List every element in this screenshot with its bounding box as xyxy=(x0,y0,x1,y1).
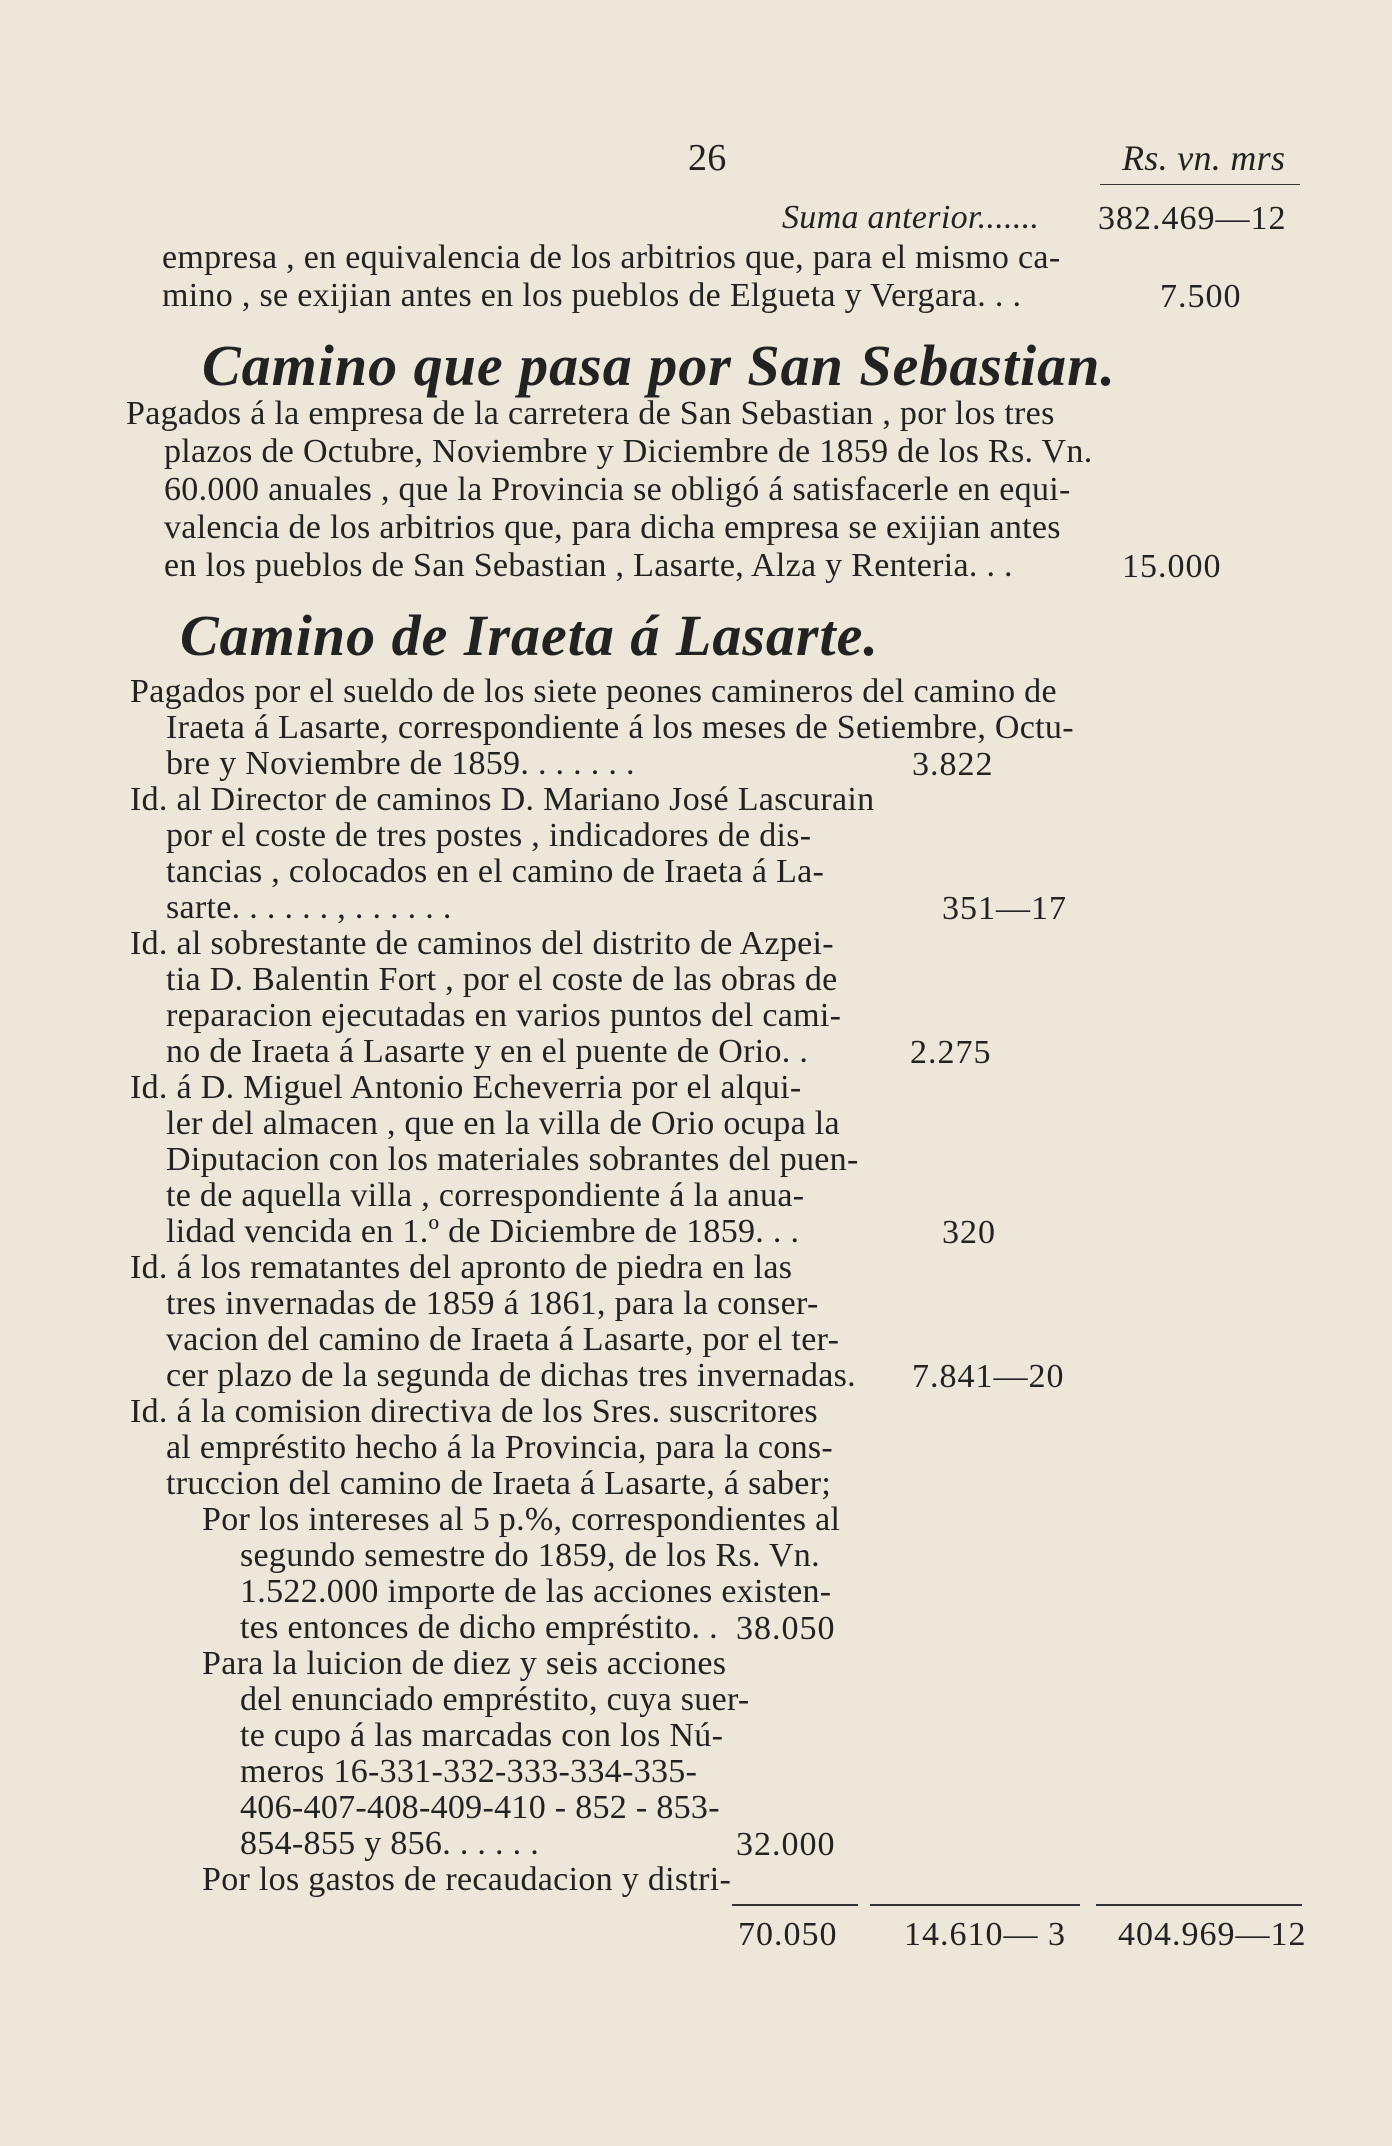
text-line: tancias , colocados en el camino de Iraeta á La- xyxy=(166,853,825,890)
text-line: Por los gastos de recaudacion y distri- xyxy=(202,1861,732,1898)
text-line: Pagados á la empresa de la carretera de San Sebastian , por los tres xyxy=(126,395,1055,432)
subitem-value: 32.000 xyxy=(736,1826,836,1863)
text-line: Id. á los rematantes del apronto de piedra en las xyxy=(130,1249,793,1286)
column-header-rule xyxy=(1100,184,1300,185)
text-line: Por los intereses al 5 p.%, correspondientes al xyxy=(202,1501,841,1538)
text-line: 60.000 anuales , que la Provincia se obligó á satisfacerle en equi- xyxy=(164,471,1071,508)
total-rule-middle xyxy=(870,1904,1080,1906)
text-line: lidad vencida en 1.º de Diciembre de 1859. . . xyxy=(166,1213,800,1250)
suma-value: 382.469—12 xyxy=(1098,200,1287,237)
column-header: Rs. vn. mrs xyxy=(1122,138,1286,178)
text-line: te de aquella villa , correspondiente á la anua- xyxy=(166,1177,805,1214)
page-number: 26 xyxy=(688,137,727,179)
text-line: Id. á la comision directiva de los Sres. suscritores xyxy=(130,1393,818,1430)
total-inner: 70.050 xyxy=(738,1916,838,1953)
item-value: 2.275 xyxy=(910,1034,992,1071)
item-value: 320 xyxy=(942,1214,996,1251)
text-line: tia D. Balentin Fort , por el coste de las obras de xyxy=(166,961,838,998)
text-line: tes entonces de dicho empréstito. . xyxy=(240,1609,718,1646)
text-line: plazos de Octubre, Noviembre y Diciembre de 1859 de los Rs. Vn. xyxy=(164,433,1093,470)
text-line: truccion del camino de Iraeta á Lasarte, á saber; xyxy=(166,1465,832,1502)
section-heading: Camino de Iraeta á Lasarte. xyxy=(180,603,879,668)
text-line: Id. al sobrestante de caminos del distrito de Azpei- xyxy=(130,925,834,962)
item-value: 3.822 xyxy=(912,746,994,783)
text-line: vacion del camino de Iraeta á Lasarte, por el ter- xyxy=(166,1321,840,1358)
text-line: segundo semestre do 1859, de los Rs. Vn. xyxy=(240,1537,820,1574)
text-line: en los pueblos de San Sebastian , Lasarte, Alza y Renteria. . . xyxy=(164,547,1013,584)
text-line: Pagados por el sueldo de los siete peones camineros del camino de xyxy=(130,673,1057,710)
text-line: mino , se exijian antes en los pueblos de Elgueta y Vergara. . . xyxy=(162,277,1022,314)
text-line: te cupo á las marcadas con los Nú- xyxy=(240,1717,724,1754)
text-line: 406-407-408-409-410 - 852 - 853- xyxy=(240,1789,720,1826)
text-line: al empréstito hecho á la Provincia, para la cons- xyxy=(166,1429,834,1466)
text-line: empresa , en equivalencia de los arbitrios que, para el mismo ca- xyxy=(162,239,1061,276)
section-heading: Camino que pasa por San Sebastian. xyxy=(202,333,1116,398)
text-line: ler del almacen , que en la villa de Orio ocupa la xyxy=(166,1105,840,1142)
intro-value: 7.500 xyxy=(1160,278,1242,315)
section1-value: 15.000 xyxy=(1122,548,1222,585)
text-line: Diputacion con los materiales sobrantes del puen- xyxy=(166,1141,859,1178)
text-line: sarte. . . . . . , . . . . . . xyxy=(166,889,452,926)
text-line: 854-855 y 856. . . . . . xyxy=(240,1825,540,1862)
total-rule-inner xyxy=(732,1904,858,1906)
text-line: Id. á D. Miguel Antonio Echeverria por el alqui- xyxy=(130,1069,802,1106)
text-line: meros 16-331-332-333-334-335- xyxy=(240,1753,698,1790)
total-middle: 14.610— 3 xyxy=(904,1916,1066,1953)
text-line: Iraeta á Lasarte, correspondiente á los meses de Setiembre, Octu- xyxy=(166,709,1074,746)
text-line: valencia de los arbitrios que, para dicha empresa se exijian antes xyxy=(164,509,1061,546)
suma-label: Suma anterior....... xyxy=(782,199,1040,236)
text-line: Para la luicion de diez y seis acciones xyxy=(202,1645,727,1682)
text-line: por el coste de tres postes , indicadores de dis- xyxy=(166,817,812,854)
total-rule-grand xyxy=(1096,1904,1302,1906)
subitem-value: 38.050 xyxy=(736,1610,836,1647)
text-line: 1.522.000 importe de las acciones existen- xyxy=(240,1573,832,1610)
text-line: bre y Noviembre de 1859. . . . . . . xyxy=(166,745,635,782)
text-line: del enunciado empréstito, cuya suer- xyxy=(240,1681,750,1718)
text-line: cer plazo de la segunda de dichas tres invernadas. xyxy=(166,1357,856,1394)
text-line: reparacion ejecutadas en varios puntos del cami- xyxy=(166,997,842,1034)
total-grand: 404.969—12 xyxy=(1118,1916,1307,1953)
text-line: tres invernadas de 1859 á 1861, para la conser- xyxy=(166,1285,819,1322)
item-value: 7.841—20 xyxy=(912,1358,1065,1395)
item-value: 351—17 xyxy=(942,890,1067,927)
text-line: no de Iraeta á Lasarte y en el puente de Orio. . xyxy=(166,1033,809,1070)
text-line: Id. al Director de caminos D. Mariano José Lascurain xyxy=(130,781,875,818)
